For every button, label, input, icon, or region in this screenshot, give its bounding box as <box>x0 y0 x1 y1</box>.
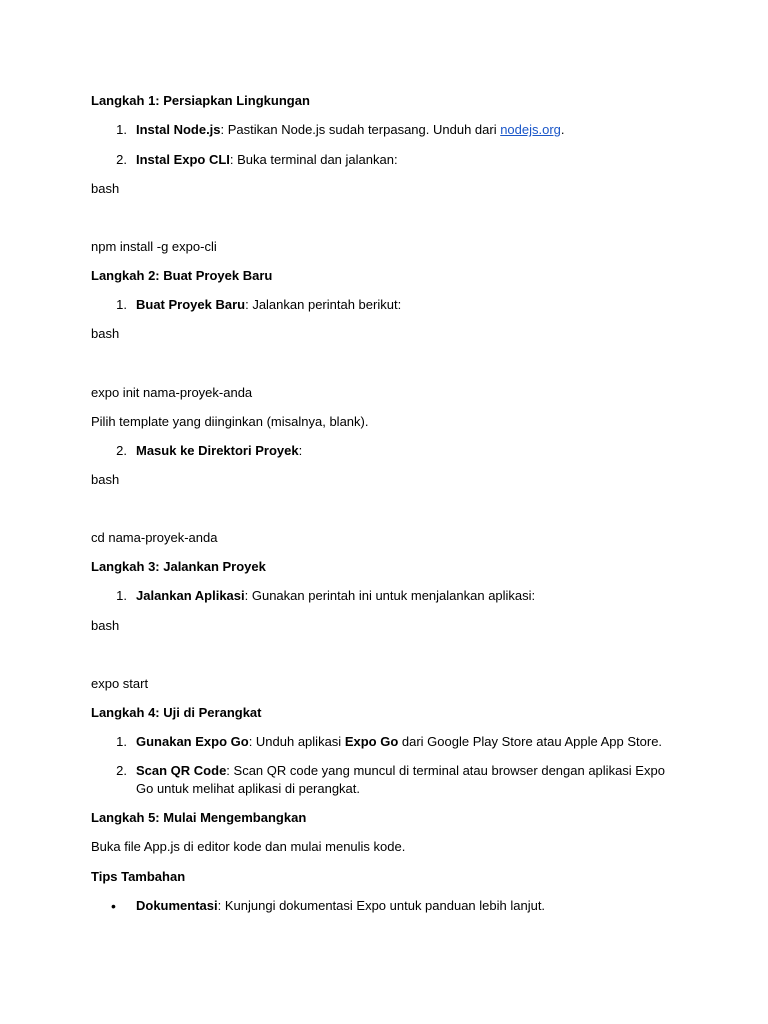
list-number: 1. <box>116 297 127 312</box>
item-label: Masuk ke Direktori Proyek <box>136 443 299 458</box>
code-language-label: bash <box>91 326 120 341</box>
tips-heading: Tips Tambahan <box>91 869 186 884</box>
item-label: Jalankan Aplikasi <box>136 588 245 603</box>
item-label: Scan QR Code <box>136 763 227 778</box>
list-number: 1. <box>116 122 127 137</box>
list-number: 1. <box>116 734 127 749</box>
item-text: : Jalankan perintah berikut: <box>245 297 402 312</box>
item-label: Instal Expo CLI <box>136 152 230 167</box>
nodejs-link[interactable]: nodejs.org <box>500 122 561 137</box>
code-language-label: bash <box>91 472 120 487</box>
item-text: : Scan QR code yang muncul di terminal atau browser dengan aplikasi Expo Go untuk melihat aplikasi di perangkat. <box>136 763 665 796</box>
step1-heading: Langkah 1: Persiapkan Lingkungan <box>91 93 310 108</box>
item-text: : Gunakan perintah ini untuk menjalankan aplikasi: <box>244 588 536 603</box>
item-text: : Kunjungi dokumentasi Expo untuk panduan lebih lanjut. <box>217 898 546 913</box>
list-number: 2. <box>116 443 127 458</box>
item-text: : Pastikan Node.js sudah terpasang. Unduh dari <box>220 122 501 137</box>
document-page: Langkah 1: Persiapkan Lingkungan 1. Instal Node.js: Pastikan Node.js sudah terpasang. Unduh dari nodejs.org. 2. Instal Expo CLI: Buka terminal dan jalankan: bash npm install -g expo-cli Langkah 2: Buat Proyek Baru 1. Buat Proyek Baru: Jalankan perintah berikut: bash expo init nama-proyek-anda Pilih template yang diinginkan (misalnya, blank). 2. Masuk ke Direktori Proyek: bash cd nama-proyek-anda Langkah 3: Jalankan Proyek 1. Jalankan Aplikasi: Gunakan perintah ini untuk menjalankan aplikasi: bash expo start Langkah 4: Uji di Perangkat 1. Gunakan Expo Go: Unduh aplikasi Expo Go dari Google Play Store atau Apple App Store. 2. Scan QR Code: Scan QR code yang muncul di terminal atau browser dengan aplikasi Expo Go untuk melihat aplikasi di perangkat. Langkah 5: Mulai Mengembangkan Buka file App.js di editor kode dan mulai menulis kode. Tips Tambahan • Dokumentasi: Kunjungi dokumentasi Expo untuk panduan lebih lanjut. <box>91 93 665 914</box>
paragraph: Pilih template yang diinginkan (misalnya, blank). <box>91 414 369 429</box>
item-text: : <box>298 443 303 458</box>
code-language-label: bash <box>91 181 120 196</box>
code-line: expo start <box>91 676 149 691</box>
list-number: 2. <box>116 763 127 778</box>
step5-heading: Langkah 5: Mulai Mengembangkan <box>91 810 307 825</box>
step2-heading: Langkah 2: Buat Proyek Baru <box>91 268 273 283</box>
list-number: 2. <box>116 152 127 167</box>
step3-heading: Langkah 3: Jalankan Proyek <box>91 559 266 574</box>
item-label: Instal Node.js <box>136 122 221 137</box>
bullet-icon: • <box>111 898 116 914</box>
list-number: 1. <box>116 588 127 603</box>
item-label: Dokumentasi <box>136 898 218 913</box>
code-language-label: bash <box>91 618 120 633</box>
paragraph: Buka file App.js di editor kode dan mulai menulis kode. <box>91 839 406 854</box>
step4-heading: Langkah 4: Uji di Perangkat <box>91 705 262 720</box>
item-text: : Buka terminal dan jalankan: <box>229 152 398 167</box>
code-line: npm install -g expo-cli <box>91 239 217 254</box>
item-label: Buat Proyek Baru <box>136 297 246 312</box>
code-line: cd nama-proyek-anda <box>91 530 218 545</box>
item-label: Gunakan Expo Go <box>136 734 249 749</box>
code-line: expo init nama-proyek-anda <box>91 385 253 400</box>
